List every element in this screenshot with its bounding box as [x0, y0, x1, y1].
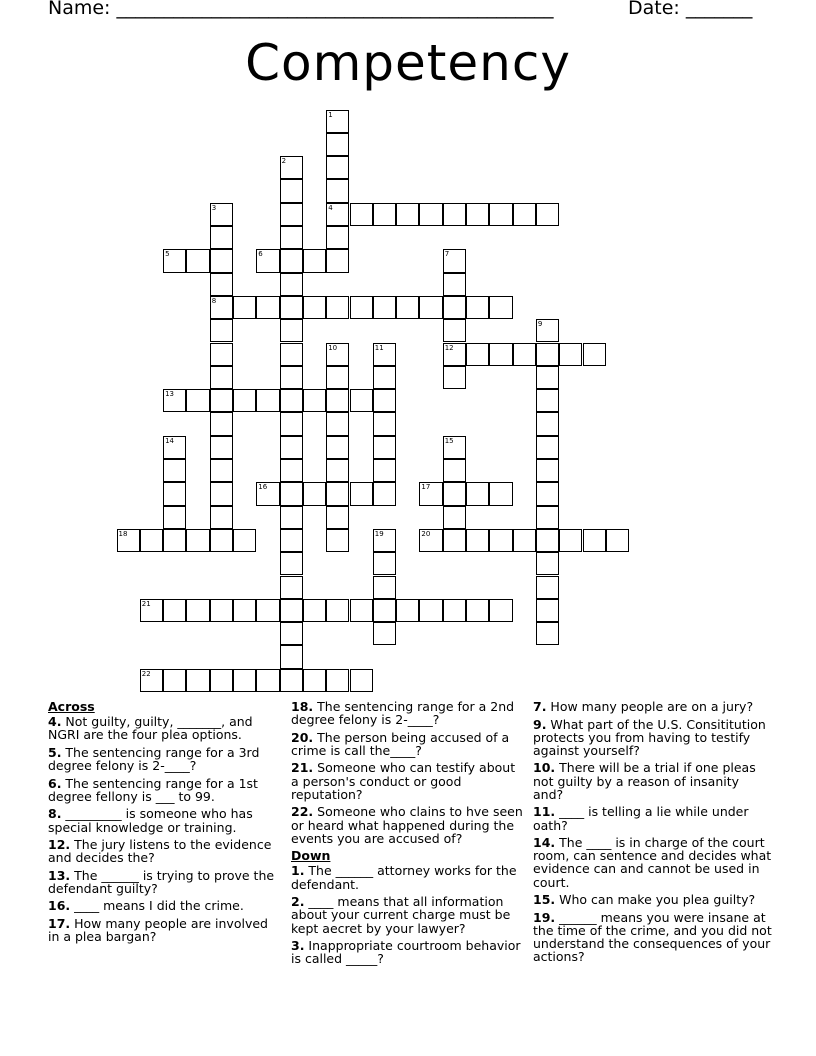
clue-item	[48, 917, 280, 943]
clue-text: ____ means that all information about your current charge must be kept aecret by your lawyer?	[291, 894, 511, 936]
crossword-cell[interactable]	[163, 482, 186, 505]
clue-item	[48, 869, 280, 895]
crossword-cell[interactable]	[163, 389, 186, 412]
crossword-cell[interactable]	[326, 226, 349, 249]
crossword-cell[interactable]	[536, 506, 559, 529]
clue-text: The sentencing range for a 2nd degree felony is 2-____?	[291, 699, 515, 728]
clue-text: The ____ is in charge of the court room, can sentence and decides what evidence can and cannot be used in court.	[533, 835, 772, 890]
crossword-cell[interactable]	[419, 296, 442, 319]
clue-text: The jury listens to the evidence and decides the?	[48, 837, 272, 866]
clue-item	[48, 899, 280, 912]
crossword-cell[interactable]	[303, 296, 326, 319]
crossword-cell[interactable]	[326, 506, 349, 529]
crossword-cell[interactable]	[303, 249, 326, 272]
clue-number-label: 1.	[291, 863, 305, 879]
crossword-cell[interactable]	[373, 576, 396, 599]
clue-number: 9	[537, 320, 543, 329]
crossword-cell[interactable]	[536, 599, 559, 622]
crossword-cell[interactable]	[210, 203, 233, 226]
clue-item	[48, 838, 280, 864]
crossword-cell[interactable]	[210, 389, 233, 412]
crossword-cell[interactable]	[443, 599, 466, 622]
clue-number-label: 6.	[48, 775, 62, 791]
crossword-cell[interactable]	[466, 203, 489, 226]
crossword-cell[interactable]	[326, 412, 349, 435]
clue-item	[291, 895, 523, 935]
crossword-cell[interactable]	[280, 622, 303, 645]
clue-number: 15	[444, 436, 454, 445]
crossword-cell[interactable]	[186, 599, 209, 622]
crossword-cell[interactable]	[536, 459, 559, 482]
crossword-cell[interactable]	[186, 249, 209, 272]
clue-item	[48, 807, 280, 833]
crossword-cell[interactable]	[280, 389, 303, 412]
across-heading: Across	[48, 699, 95, 714]
crossword-cell[interactable]	[326, 389, 349, 412]
crossword-cell[interactable]	[350, 296, 373, 319]
crossword-cell[interactable]	[303, 389, 326, 412]
clue-text: The ______ is trying to prove the defendant guilty?	[48, 867, 275, 896]
clue-item	[291, 761, 523, 801]
clue-number-label: 9.	[533, 716, 547, 732]
clue-number: 10	[328, 343, 338, 352]
crossword-cell[interactable]	[443, 203, 466, 226]
crossword-cell[interactable]	[350, 482, 373, 505]
clue-item	[533, 911, 773, 964]
clue-number: 6	[258, 250, 263, 259]
crossword-cell[interactable]	[326, 296, 349, 319]
clue-number: 7	[444, 250, 450, 259]
crossword-cell[interactable]	[536, 343, 559, 366]
clue-number: 1	[328, 110, 333, 119]
crossword-cell[interactable]	[489, 343, 512, 366]
down-heading: Down	[291, 848, 331, 864]
crossword-cell[interactable]	[513, 529, 536, 552]
crossword-cell[interactable]	[163, 669, 186, 692]
crossword-cell[interactable]	[419, 599, 442, 622]
crossword-cell[interactable]	[303, 482, 326, 505]
crossword-cell[interactable]	[326, 110, 349, 133]
crossword-cell[interactable]	[373, 529, 396, 552]
crossword-cell[interactable]	[256, 599, 279, 622]
crossword-cell[interactable]	[210, 599, 233, 622]
crossword-cell[interactable]	[210, 529, 233, 552]
crossword-cell[interactable]	[256, 296, 279, 319]
crossword-cell[interactable]	[606, 529, 629, 552]
puzzle-title: Competency	[245, 34, 571, 92]
crossword-cell[interactable]	[280, 436, 303, 459]
crossword-cell[interactable]	[210, 436, 233, 459]
clue-text: There will be a trial if one pleas not guilty by a reason of insanity and?	[533, 760, 756, 802]
crossword-cell[interactable]	[350, 203, 373, 226]
crossword-cell[interactable]	[326, 343, 349, 366]
clue-number: 16	[258, 483, 268, 492]
crossword-cell[interactable]	[466, 296, 489, 319]
clue-number: 13	[165, 390, 175, 399]
clue-number-label: 14.	[533, 835, 556, 851]
clue-item	[291, 805, 523, 845]
crossword-cell[interactable]	[256, 249, 279, 272]
clue-number-label: 4.	[48, 714, 62, 730]
crossword-cell[interactable]	[443, 506, 466, 529]
crossword-cell[interactable]	[233, 389, 256, 412]
crossword-cell[interactable]	[443, 529, 466, 552]
crossword-cell[interactable]	[140, 529, 163, 552]
crossword-cell[interactable]	[280, 273, 303, 296]
clue-number: 22	[141, 669, 151, 678]
crossword-cell[interactable]	[256, 482, 279, 505]
clue-text: The ______ attorney works for the defendant.	[291, 863, 517, 892]
crossword-cell[interactable]	[443, 343, 466, 366]
crossword-cell[interactable]	[186, 669, 209, 692]
crossword-cell[interactable]	[373, 482, 396, 505]
crossword-cell[interactable]	[396, 599, 419, 622]
crossword-cell[interactable]	[536, 203, 559, 226]
clue-number: 21	[141, 599, 151, 608]
crossword-cell[interactable]	[373, 459, 396, 482]
crossword-cell[interactable]	[280, 343, 303, 366]
crossword-cell[interactable]	[373, 366, 396, 389]
clue-number: 3	[211, 203, 217, 212]
crossword-cell[interactable]	[210, 273, 233, 296]
crossword-cell[interactable]	[326, 249, 349, 272]
crossword-cell[interactable]	[210, 366, 233, 389]
crossword-cell[interactable]	[326, 366, 349, 389]
crossword-cell[interactable]	[256, 389, 279, 412]
clue-text: Who can make you plea guilty?	[555, 892, 756, 908]
crossword-cell[interactable]	[326, 203, 349, 226]
crossword-cell[interactable]	[396, 296, 419, 319]
crossword-cell[interactable]	[210, 412, 233, 435]
crossword-cell[interactable]	[280, 319, 303, 342]
crossword-cell[interactable]	[373, 552, 396, 575]
crossword-cell[interactable]	[536, 389, 559, 412]
crossword-cell[interactable]	[163, 506, 186, 529]
crossword-cell[interactable]	[373, 436, 396, 459]
date-field-label: Date: _______	[628, 0, 753, 19]
clue-number-label: 18.	[291, 699, 314, 714]
crossword-cell[interactable]	[583, 343, 606, 366]
crossword-cell[interactable]	[186, 389, 209, 412]
clue-column-3	[533, 700, 773, 968]
clue-number-label: 22.	[291, 804, 314, 820]
crossword-cell[interactable]	[117, 529, 140, 552]
clue-number-label: 19.	[533, 909, 556, 925]
crossword-cell[interactable]	[210, 249, 233, 272]
crossword-cell[interactable]	[233, 529, 256, 552]
crossword-cell[interactable]	[233, 669, 256, 692]
clue-item	[291, 864, 523, 890]
crossword-cell[interactable]	[513, 343, 536, 366]
clue-number: 8	[211, 296, 217, 305]
crossword-cell[interactable]	[280, 552, 303, 575]
clue-number: 2	[281, 157, 287, 166]
crossword-cell[interactable]	[489, 529, 512, 552]
crossword-cell[interactable]	[419, 482, 442, 505]
crossword-cell[interactable]	[443, 482, 466, 505]
clue-number-label: 12.	[48, 837, 71, 853]
clue-item	[533, 805, 773, 831]
crossword-cell[interactable]	[489, 296, 512, 319]
crossword-cell[interactable]	[373, 412, 396, 435]
clue-number-label: 15.	[533, 892, 556, 908]
crossword-cell[interactable]	[210, 459, 233, 482]
crossword-cell[interactable]	[396, 203, 419, 226]
crossword-cell[interactable]	[536, 412, 559, 435]
crossword-cell[interactable]	[210, 669, 233, 692]
crossword-cell[interactable]	[326, 133, 349, 156]
crossword-cell[interactable]	[536, 622, 559, 645]
clue-item	[291, 700, 523, 726]
clue-text: What part of the U.S. Consititution protects you from having to testify against yourself?	[533, 716, 766, 758]
crossword-cell[interactable]	[256, 669, 279, 692]
clue-number-label: 21.	[291, 760, 314, 776]
crossword-cell[interactable]	[373, 622, 396, 645]
crossword-cell[interactable]	[163, 599, 186, 622]
crossword-cell[interactable]	[373, 599, 396, 622]
clue-number-label: 7.	[533, 699, 547, 714]
crossword-cell[interactable]	[280, 599, 303, 622]
clue-number: 4	[328, 203, 333, 212]
crossword-cell[interactable]	[489, 482, 512, 505]
clue-number: 11	[374, 343, 384, 352]
crossword-cell[interactable]	[536, 436, 559, 459]
crossword-cell[interactable]	[373, 343, 396, 366]
crossword-cell[interactable]	[280, 366, 303, 389]
crossword-cell[interactable]	[536, 552, 559, 575]
clue-number: 17	[421, 483, 431, 492]
crossword-cell[interactable]	[210, 296, 233, 319]
crossword-cell[interactable]	[350, 599, 373, 622]
crossword-cell[interactable]	[280, 249, 303, 272]
crossword-cell[interactable]	[280, 669, 303, 692]
crossword-cell[interactable]	[163, 529, 186, 552]
crossword-cell[interactable]	[443, 273, 466, 296]
crossword-cell[interactable]	[536, 319, 559, 342]
crossword-cell[interactable]	[443, 296, 466, 319]
crossword-cell[interactable]	[350, 669, 373, 692]
clue-number-label: 20.	[291, 729, 314, 745]
crossword-cell[interactable]	[373, 203, 396, 226]
clue-item	[48, 746, 280, 772]
clue-item	[533, 761, 773, 801]
crossword-cell[interactable]	[280, 226, 303, 249]
clue-number-label: 8.	[48, 806, 62, 822]
crossword-cell[interactable]	[140, 669, 163, 692]
crossword-cell[interactable]	[303, 599, 326, 622]
clue-number-label: 13.	[48, 867, 71, 883]
crossword-cell[interactable]	[280, 296, 303, 319]
clue-text: ____ is telling a lie while under oath?	[533, 804, 749, 833]
clue-number: 12	[444, 343, 454, 352]
clue-item	[291, 939, 523, 965]
crossword-cell[interactable]	[280, 156, 303, 179]
clue-text: Someone who clains to hve seen or heard what happened during the events you are accused of?	[291, 804, 523, 846]
clue-number: 20	[421, 529, 431, 538]
clue-text: Someone who can testify about a person's conduct or good reputation?	[291, 760, 516, 802]
crossword-cell[interactable]	[280, 576, 303, 599]
clue-item	[533, 700, 773, 713]
crossword-cell[interactable]	[466, 343, 489, 366]
crossword-cell[interactable]	[443, 459, 466, 482]
clue-text: The person being accused of a crime is call the____?	[291, 729, 510, 758]
clue-text: The sentencing range for a 3rd degree felony is 2-____?	[48, 744, 260, 774]
crossword-cell[interactable]	[326, 599, 349, 622]
crossword-cell[interactable]	[489, 599, 512, 622]
crossword-cell[interactable]	[583, 529, 606, 552]
crossword-cell[interactable]	[280, 459, 303, 482]
clue-text: ______ means you were insane at the time of the crime, and you did not understand the consequences of your actions?	[533, 909, 772, 965]
crossword-cell[interactable]	[186, 529, 209, 552]
clue-number-label: 3.	[291, 938, 305, 954]
crossword-cell[interactable]	[210, 482, 233, 505]
crossword-cell[interactable]	[280, 506, 303, 529]
crossword-cell[interactable]	[233, 296, 256, 319]
clue-text: ____ means I did the crime.	[70, 898, 244, 914]
crossword-cell[interactable]	[419, 529, 442, 552]
clue-text: _________ is someone who has special knowledge or training.	[48, 806, 253, 835]
clue-text: Not guilty, guilty, _______, and NGRI are the four plea options.	[48, 714, 253, 743]
clue-number-label: 17.	[48, 915, 71, 931]
crossword-cell[interactable]	[559, 529, 582, 552]
crossword-cell[interactable]	[373, 296, 396, 319]
clue-item	[533, 836, 773, 889]
crossword-cell[interactable]	[326, 156, 349, 179]
clue-column-2	[291, 700, 523, 970]
crossword-cell[interactable]	[163, 459, 186, 482]
crossword-cell[interactable]	[303, 669, 326, 692]
clue-text: The sentencing range for a 1st degree fellony is ___ to 99.	[48, 775, 258, 804]
clue-text: How many people are involved in a plea bargan?	[48, 915, 268, 945]
crossword-cell[interactable]	[233, 599, 256, 622]
clue-number: 14	[165, 436, 175, 445]
clue-number-label: 10.	[533, 760, 556, 776]
crossword-cell[interactable]	[466, 599, 489, 622]
crossword-cell[interactable]	[163, 249, 186, 272]
name-field-label: Name: ______________________________________________	[48, 0, 554, 19]
clue-number: 5	[165, 250, 170, 259]
crossword-cell[interactable]	[536, 366, 559, 389]
crossword-cell[interactable]	[280, 529, 303, 552]
crossword-cell[interactable]	[280, 482, 303, 505]
crossword-cell[interactable]	[443, 436, 466, 459]
crossword-cell[interactable]	[326, 529, 349, 552]
crossword-cell[interactable]	[280, 179, 303, 202]
clue-number: 19	[374, 529, 384, 538]
crossword-cell[interactable]	[373, 389, 396, 412]
crossword-cell[interactable]	[326, 436, 349, 459]
clue-number: 18	[118, 529, 128, 538]
crossword-cell[interactable]	[326, 179, 349, 202]
crossword-cell[interactable]	[140, 599, 163, 622]
clue-text: Inappropriate courtroom behavior is called _____?	[291, 938, 521, 967]
crossword-cell[interactable]	[466, 529, 489, 552]
clue-number-label: 2.	[291, 894, 305, 910]
crossword-cell[interactable]	[163, 436, 186, 459]
clue-item	[48, 715, 280, 741]
clue-item	[48, 777, 280, 803]
crossword-cell[interactable]	[419, 203, 442, 226]
crossword-cell[interactable]	[210, 506, 233, 529]
crossword-cell[interactable]	[280, 203, 303, 226]
clue-item	[291, 731, 523, 757]
clue-text: How many people are on a jury?	[546, 699, 754, 714]
crossword-cell[interactable]	[326, 669, 349, 692]
crossword-cell[interactable]	[210, 343, 233, 366]
crossword-cell[interactable]	[443, 366, 466, 389]
crossword-cell[interactable]	[513, 203, 536, 226]
crossword-cell[interactable]	[210, 226, 233, 249]
crossword-cell[interactable]	[326, 482, 349, 505]
crossword-cell[interactable]	[280, 412, 303, 435]
crossword-cell[interactable]	[536, 529, 559, 552]
crossword-cell[interactable]	[466, 482, 489, 505]
clue-column-1	[48, 700, 280, 948]
crossword-cell[interactable]	[210, 319, 233, 342]
crossword-cell[interactable]	[443, 319, 466, 342]
clue-number-label: 11.	[533, 804, 556, 820]
clue-number-label: 5.	[48, 744, 62, 760]
clue-item	[533, 718, 773, 758]
crossword-cell[interactable]	[280, 645, 303, 668]
crossword-cell[interactable]	[489, 203, 512, 226]
clue-item	[533, 893, 773, 906]
crossword-cell[interactable]	[536, 482, 559, 505]
crossword-cell[interactable]	[326, 459, 349, 482]
clue-number-label: 16.	[48, 898, 71, 914]
crossword-cell[interactable]	[536, 576, 559, 599]
crossword-cell[interactable]	[443, 249, 466, 272]
crossword-cell[interactable]	[350, 389, 373, 412]
crossword-cell[interactable]	[559, 343, 582, 366]
